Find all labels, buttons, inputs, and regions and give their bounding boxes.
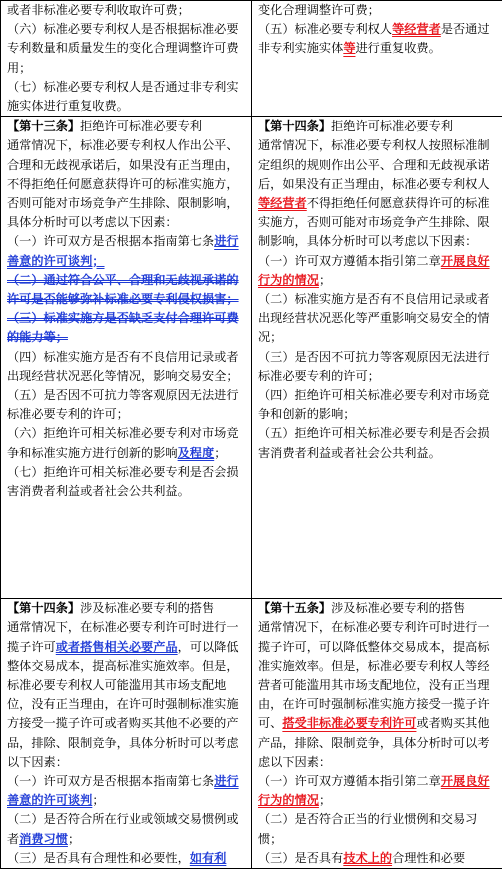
paragraph — [258, 20, 498, 58]
text-run: ； — [319, 273, 331, 287]
paragraph — [7, 136, 247, 232]
text-run: 不得拒绝任何愿意获得许可的标准实施方，否则可能对市场竞争产生排除、限制影响，具体分析时可以考虑以下因素：（一）许可双方遵循本指引第二章 — [258, 196, 490, 268]
article-heading: 【第十四条】 — [258, 119, 331, 133]
paragraph — [258, 117, 498, 136]
text-run: 拒绝许可标准必要专利 — [80, 119, 202, 133]
paragraph — [7, 20, 247, 78]
text-run: 或者非标准必要专利收取许可费； — [7, 3, 190, 17]
paragraph — [7, 810, 247, 848]
text-run: 进行重复收费。 — [356, 41, 441, 55]
paragraph — [258, 386, 498, 424]
text-run: （一）许可双方是否根据本指南第七条 — [7, 774, 214, 788]
old-text-cell — [1, 1, 252, 117]
paragraph — [258, 772, 498, 810]
paragraph — [7, 618, 247, 772]
revised-text: 消费习惯 — [19, 832, 68, 846]
paragraph — [7, 463, 247, 501]
text-run: （五）拒绝许可相关标准必要专利是否会损害消费者利益或者社会公共利益。 — [258, 426, 490, 459]
paragraph — [258, 290, 498, 348]
paragraph — [7, 772, 247, 810]
text-run: （三）是否具有合理性和必要性， — [7, 851, 190, 865]
text-run: （四）拒绝许可相关标准必要专利对市场竞争和创新的影响； — [258, 388, 490, 421]
article-heading: 【第十三条】 — [7, 119, 80, 133]
text-run: 拒绝许可标准必要专利 — [331, 119, 453, 133]
comparison-table-body — [1, 1, 502, 869]
old-text-cell — [1, 599, 252, 869]
deleted-text: （三）标准实施方是否缺乏支付合理许可费的能力等； — [7, 311, 239, 344]
paragraph — [7, 78, 247, 116]
table-row — [1, 117, 502, 599]
text-run: 通常情况下，在标准必要专利许可时进行一揽子许可 — [7, 620, 239, 653]
old-text-cell — [1, 117, 252, 599]
text-run: ； — [214, 446, 226, 460]
paragraph — [7, 1, 247, 20]
paragraph — [7, 309, 247, 347]
text-run: （七）拒绝许可相关标准必要专利是否会损害消费者利益或者社会公共利益。 — [7, 465, 239, 498]
text-run: （一）许可双方是否根据本指南第七条 — [7, 234, 214, 248]
text-run: （一）许可双方遵循本指引第二章 — [258, 774, 441, 788]
text-run: （四）标准实施方是否有不良信用记录或者出现经营状况恶化等情况，影响交易安全； — [7, 350, 239, 383]
paragraph — [258, 810, 498, 848]
text-run: ； — [319, 793, 331, 807]
text-run: （三）是否具有 — [258, 851, 343, 865]
paragraph — [7, 424, 247, 462]
new-text-cell — [252, 1, 502, 117]
new-text-cell — [252, 599, 502, 869]
revised-text: 进行善意的许可谈判 — [7, 774, 239, 807]
text-run: （三）是否因不可抗力等客观原因无法进行标准必要专利的许可； — [258, 350, 490, 383]
article-heading: 【第十四条】 — [7, 601, 80, 615]
paragraph — [258, 849, 498, 868]
table-row — [1, 1, 502, 117]
inserted-text: 等经营者 — [258, 196, 307, 210]
inserted-text: 等 — [343, 41, 355, 55]
text-run: （二）是否符合正当的行业惯例和交易习惯； — [258, 812, 477, 845]
text-run: 合理性和必要 — [392, 851, 465, 865]
inserted-text: 等经营者 — [392, 22, 441, 36]
paragraph — [258, 618, 498, 772]
table-row — [1, 599, 502, 869]
text-run: 通常情况下，在标准必要专利许可时进行一揽子许可，可以降低整体交易成本，提高标准实施效率。但是，标准必要专利权人等经营者可能滥用其市场支配地位，没有正当理由，在许可时强制标准实施方接受一揽子许可、 — [258, 620, 490, 730]
paragraph — [258, 424, 498, 462]
text-run: （二）是否符合所在行业或领域交易惯例或者 — [7, 812, 239, 845]
new-text-cell — [252, 117, 502, 599]
paragraph — [7, 117, 247, 136]
text-run: 涉及标准必要专利的搭售 — [80, 601, 214, 615]
text-run: 通常情况下，标准必要专利权人作出公平、合理和无歧视承诺后，如果没有正当理由，不得拒绝任何愿意获得许可的标准实施方，否则可能对市场竞争产生排除、限制影响，具体分析时可以考虑以下因素： — [7, 138, 239, 229]
article-heading: 【第十五条】 — [258, 601, 331, 615]
text-run: 或者购买其他产品，排除、限制竞争，具体分析时可以考虑以下因素： — [258, 716, 490, 768]
paragraph — [258, 348, 498, 386]
revised-text: 进行善意的许可谈判； — [7, 234, 239, 267]
paragraph — [7, 348, 247, 386]
paragraph — [7, 271, 247, 309]
paragraph — [7, 386, 247, 424]
paragraph — [258, 136, 498, 290]
paragraph — [258, 1, 498, 20]
paragraph — [258, 599, 498, 618]
revised-text: 如有利 — [190, 851, 227, 865]
text-run: 变化合理调整许可费； — [258, 3, 380, 17]
text-run: （六）拒绝许可相关标准必要专利对市场竞争和标准实施方进行创新的影响 — [7, 426, 239, 459]
revised-text: 或者搭售相关必要产品 — [56, 640, 178, 654]
text-run: 涉及标准必要专利的搭售 — [331, 601, 465, 615]
inserted-text: 开展良好行为的情况 — [258, 254, 490, 287]
deleted-text: （二）通过符合公平、合理和无歧视承诺的许可是否能够弥补标准必要专利侵权损害； — [7, 273, 239, 306]
text-run: （七）标准必要专利权人是否通过非专利实施实体进行重复收费。 — [7, 80, 239, 113]
text-run: ； — [68, 832, 80, 846]
text-run: （六）标准必要专利权人是否根据标准必要专利数量和质量发生的变化合理调整许可费用； — [7, 22, 239, 74]
text-run: ，可以降低整体交易成本，提高标准实施效率。但是，标准必要专利权人可能滥用其市场支配地位，没有正当理由，在许可时强制标准实施方接受一揽子许可或者购买其他不必要的产品，排除、限制竞争，具体分析时可以考虑以下因素： — [7, 640, 239, 769]
text-run: 通常情况下，标准必要专利权人按照标准制定组织的规则作出公平、合理和无歧视承诺后，如果没有正当理由，标准必要专利权人 — [258, 138, 490, 190]
text-run: （五）是否因不可抗力等客观原因无法进行标准必要专利的许可； — [7, 388, 239, 421]
text-run: 是否通过非专利实施实体 — [258, 22, 490, 55]
inserted-text: 开展良好行为的情况 — [258, 774, 490, 807]
paragraph — [7, 232, 247, 270]
text-run: （二）标准实施方是否有不良信用记录或者出现经营状况恶化等严重影响交易安全的情况； — [258, 292, 490, 344]
text-run: （五）标准必要专利权人 — [258, 22, 392, 36]
text-run: ； — [92, 793, 104, 807]
inserted-text: 搭受非标准必要专利许可 — [282, 716, 416, 730]
revised-text: 及程度 — [178, 446, 215, 460]
paragraph — [7, 599, 247, 618]
paragraph — [7, 849, 247, 868]
inserted-text: 技术上的 — [343, 851, 392, 865]
